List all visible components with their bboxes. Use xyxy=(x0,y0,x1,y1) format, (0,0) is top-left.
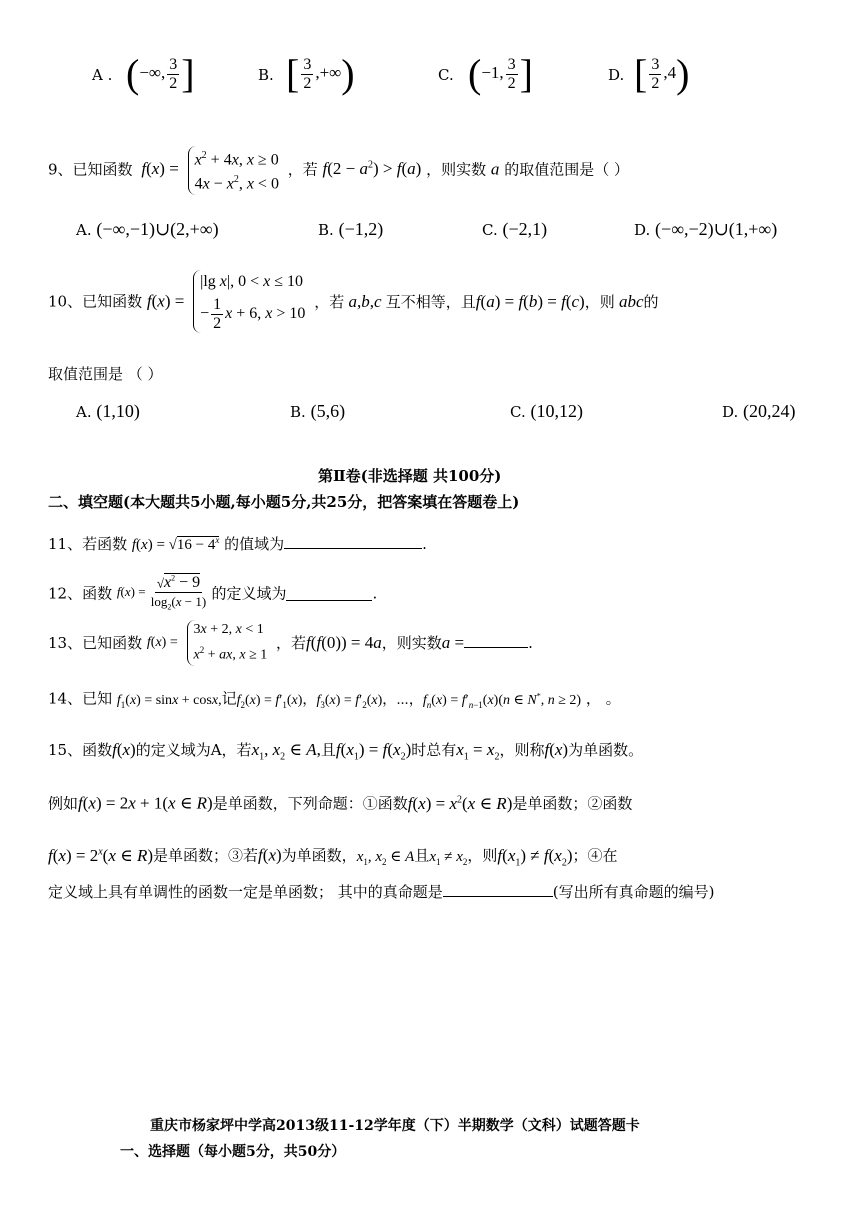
q9-option-a: A. (−∞,−1)∪(2,+∞) xyxy=(76,219,219,239)
q15-text: 例如 xyxy=(48,794,79,813)
q12-answer-blank xyxy=(286,586,372,601)
option-label: C. xyxy=(438,66,454,84)
section-2-heading: 二、填空题(本大题共5小题,每小题5分,共25分，把答案填在答题卷上) xyxy=(48,493,520,511)
q15-text: 为单函数。 xyxy=(568,741,644,759)
q10-option-a: A. (1,10) xyxy=(76,401,140,421)
q15-text: ，则 xyxy=(467,846,498,865)
q15-text: 且 xyxy=(414,846,430,865)
option-label: A. xyxy=(76,221,92,239)
q15-text: 15、函数 xyxy=(48,741,113,759)
q15-text: 的定义域为A，若 xyxy=(135,741,252,759)
question-15-line-1: 15、函数f(x)的定义域为A，若$x_1$, $x_2$ ∈ A,且$f(x_1) = f(x_2)$时总有$x_1 = x_2$，则称f(x)为单函数。 xyxy=(48,740,644,763)
q14-end: ， 。 xyxy=(585,689,621,708)
q8-option-a: A . (−∞, $\frac{3}{2}$ ] xyxy=(92,51,195,96)
option-label: D. xyxy=(634,221,651,239)
q8-option-b: B. [ $\frac{3}{2}$ ,+∞) xyxy=(258,51,355,96)
question-9: 9、已知函数 f(x) = $x^2 + 4x$, x ≥ 0 $4x - x^2$, x < 0 ，若 $f(2 - a^2) > f(a)$ ，则实数 a 的取值范围是（ ） xyxy=(48,146,629,195)
option-label: D. xyxy=(608,66,625,84)
q10-suffix: ，则 xyxy=(584,292,615,311)
section-2-title: 第Ⅱ卷(非选择题 共100分) xyxy=(318,467,502,485)
q10-mid: ，若 xyxy=(314,292,345,311)
q15-answer-blank xyxy=(443,882,553,897)
q15-text: 函数 xyxy=(602,794,633,813)
q8-option-c: C. (−1, $\frac{3}{2}$ ] xyxy=(438,51,533,96)
question-10: 10、已知函数 f(x) = |lg x|, 0 < x ≤ 10 − $\frac{1}{2}$ x + 6, x > 10 ，若 a,b,c 互不相等，且f(a) = f(b) = f(c)，则 abc的 xyxy=(48,270,659,333)
q13-suffix: ，则实数 xyxy=(381,633,442,652)
question-11: 11、若函数 $f(x) = √16 - 4^x$ 的值域为 . xyxy=(48,535,427,553)
q9-prefix: 9、已知函数 xyxy=(48,160,133,179)
q9-piecewise: $x^2 + 4x$, x ≥ 0 $4x - x^2$, x < 0 xyxy=(188,146,279,195)
q10-piecewise: |lg x|, 0 < x ≤ 10 − $\frac{1}{2}$ x + 6, x > 10 xyxy=(193,270,305,333)
answer-card-title: 重庆市杨家坪中学高2013级11-12学年度（下）半期数学（文科）试题答题卡 xyxy=(150,1118,640,1134)
q14-prefix: 14、已知 xyxy=(48,689,113,708)
q9-option-c: C. (−2,1) xyxy=(482,219,548,239)
q10-option-b: B. (5,6) xyxy=(290,401,346,421)
q12-prefix: 12、函数 xyxy=(48,584,113,603)
q8-option-d: D. [ $\frac{3}{2}$ ,4) xyxy=(608,51,690,96)
option-label: C. xyxy=(510,403,526,421)
q15-text: 是单函数，下列命题：①函数 xyxy=(212,794,408,813)
q15-text: ；④在 xyxy=(572,846,618,865)
q10-suffix2: 的 xyxy=(643,292,659,311)
q9-mid: ，若 xyxy=(287,160,318,179)
q10-mid2: 互不相等，且 xyxy=(385,292,476,311)
option-label: C. xyxy=(482,221,498,239)
question-12: 12、函数 f(x) = $\frac{√x^2 - 9}{\log_2(x - 1)}$ 的定义域为 . xyxy=(48,570,377,617)
q15-text: 是单函数；② xyxy=(512,794,603,813)
q11-suffix: 的值域为 xyxy=(224,535,285,553)
q9-option-b: B. (−1,2) xyxy=(318,219,384,239)
question-15-line-4 xyxy=(48,882,715,902)
question-15-line-2: 例如f(x) = 2x + 1(x ∈ R)是单函数，下列命题：①函数$f(x) = x^2(x$ ∈ R)是单函数；②函数 xyxy=(48,793,633,813)
q10-option-d: D. (20,24) xyxy=(722,401,796,421)
option-label: D. xyxy=(722,403,739,421)
q11-answer-blank xyxy=(284,534,422,549)
q9-suffix2: 的取值范围是（ ） xyxy=(504,160,629,179)
q13-mid: ，若 xyxy=(276,633,307,652)
q11-end: . xyxy=(422,535,427,553)
q9-option-d: D. (−∞,−2)∪(1,+∞) xyxy=(634,219,778,239)
question-15-line-3: $f(x) = 2^x(x$ ∈ R)是单函数；③若f(x)为单函数，$x_1$, $x_2$ ∈ A且$x_1 \ne x_2$，则$f(x_1) \ne f(x_2)$；④在 xyxy=(48,845,618,869)
q11-prefix: 11、若函数 xyxy=(48,535,128,553)
q10-option-c: C. (10,12) xyxy=(510,401,583,421)
question-14: 14、已知 $f_1(x) = \sin x + \cos x$,记$f_2(x) = f'_1(x)$，$f_3(x) = f'_2(x)$，⋯，$f_n(x) = f'_{n-1}(x)(n$ ∈ N*, n ≥ 2) ， 。 xyxy=(48,689,621,710)
option-label: B. xyxy=(258,66,274,84)
q12-end: . xyxy=(372,584,378,603)
q15-text: 为单函数， xyxy=(281,846,357,865)
q13-answer-blank xyxy=(464,633,528,648)
q15-text: 是单函数；③若 xyxy=(153,846,259,865)
q13-end: . xyxy=(528,633,533,652)
option-label: B. xyxy=(318,221,334,239)
q15-text: (写出所有真命题的编号) xyxy=(552,883,715,901)
q15-text: 时总有 xyxy=(411,741,457,759)
question-13: 13、已知函数 f(x) = 3x + 2, x < 1 $x^2$ + ax, x ≥ 1 ，若f(f(0)) = 4a，则实数a = . xyxy=(48,620,533,666)
q13-piecewise: 3x + 2, x < 1 $x^2$ + ax, x ≥ 1 xyxy=(187,620,268,666)
option-label: A. xyxy=(76,403,92,421)
answer-card-section: 一、选择题（每小题5分，共50分） xyxy=(120,1144,346,1160)
q10-line2: 取值范围是 （ ） xyxy=(48,365,163,383)
option-label: A . xyxy=(92,66,113,84)
q15-text: ，则称 xyxy=(499,741,545,759)
q13-prefix: 13、已知函数 xyxy=(48,633,143,652)
option-label: B. xyxy=(290,403,306,421)
q9-suffix: ，则实数 xyxy=(426,160,487,179)
q15-text: 且 xyxy=(320,741,336,759)
q10-prefix: 10、已知函数 xyxy=(48,292,143,311)
q15-text: 定义域上具有单调性的函数一定是单函数； 其中的真命题是 xyxy=(48,883,443,901)
q12-suffix: 的定义域为 xyxy=(211,584,287,603)
q14-mid: 记 xyxy=(221,689,237,708)
